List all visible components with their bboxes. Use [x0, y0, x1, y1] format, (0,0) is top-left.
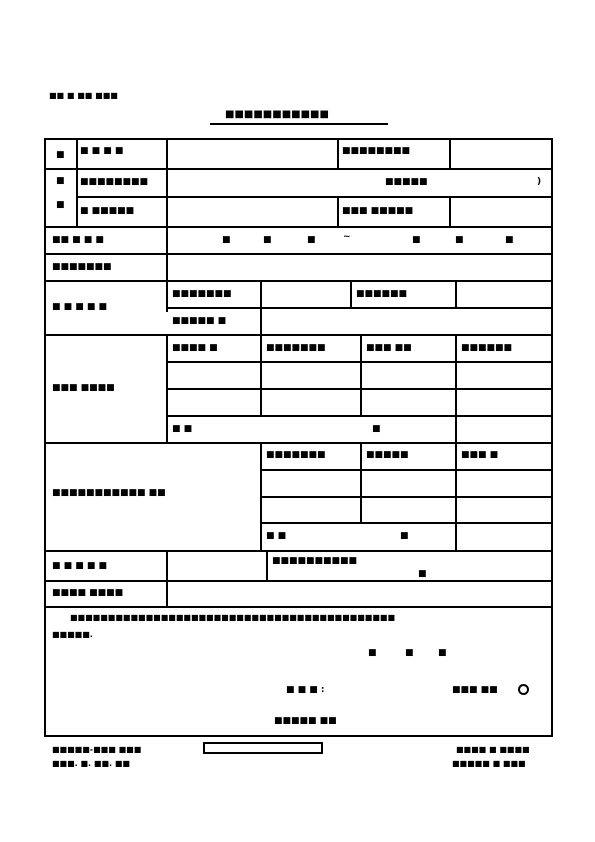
income-total-value: ■ — [372, 424, 381, 434]
declaration-day: ■ — [438, 648, 447, 658]
support-total-label: ■ ■ — [266, 531, 287, 541]
mobile-field[interactable] — [453, 200, 549, 224]
seal-stamp-icon — [518, 684, 529, 695]
relation-label: ■■■■■■■ — [52, 262, 112, 272]
phone-label: ■ ■■■■■ — [80, 206, 135, 216]
declaration-year: ■ — [368, 648, 377, 658]
income-col2-header: ■■■■■■■ — [266, 343, 326, 353]
sign-suffix: ■■■ ■■ — [452, 685, 498, 695]
support-col3-header: ■■■ ■ — [461, 450, 499, 460]
deposit-label: ■ ■ ■ ■ ■ — [52, 561, 108, 571]
name-field[interactable] — [170, 142, 334, 166]
declaration-month: ■ — [405, 648, 414, 658]
deposit-right-label: ■■■■■■■■■■ — [272, 556, 358, 566]
title-underline — [210, 123, 388, 125]
workplace-name-label: ■■■■■■■ — [172, 289, 232, 299]
income-col4-header: ■■■■■■ — [461, 343, 513, 353]
address-suffix: ■■■■■ — [385, 177, 428, 187]
workplace-address-label: ■■■■■ ■ — [172, 316, 227, 326]
address-field[interactable] — [170, 172, 550, 194]
mobile-label: ■■■ ■■■■■ — [342, 206, 414, 216]
declaration-text: ■■■■■■■■■■■■■■■■■■■■■■■■■■■■■■■■■■■■■■■■■■■ — [70, 613, 396, 622]
signer-name-field[interactable] — [340, 680, 440, 698]
period-separator: ~ — [343, 232, 351, 242]
relation-field[interactable] — [170, 257, 550, 278]
workplace-label: ■ ■ ■ ■ ■ — [52, 302, 108, 312]
support-label: ■■■■■■■■■■■ ■■ — [52, 488, 166, 498]
applicant-section-label-1: ■ — [56, 150, 65, 160]
period-from-month: ■ — [263, 235, 272, 245]
applicant-section-label-2: ■ — [56, 176, 65, 186]
deposit-field[interactable] — [170, 554, 264, 578]
income-total-label: ■ ■ — [172, 424, 193, 434]
document-title: ■■■■■■■■■■■ — [225, 109, 329, 120]
support-total-value: ■ — [400, 531, 409, 541]
period-to-day: ■ — [505, 235, 514, 245]
deposit-right-label-2: ■ — [418, 569, 427, 579]
workplace-name-field[interactable] — [264, 284, 348, 305]
form-number-label: ■■ ■ ■■ ■■■ — [49, 91, 118, 100]
name-label: ■ ■ ■ ■ — [80, 146, 124, 156]
footer-box — [203, 742, 323, 754]
income-col1-header: ■■■■ ■ — [172, 343, 218, 353]
phone-field[interactable] — [170, 200, 334, 224]
income-label: ■■■ ■■■■ — [52, 383, 115, 393]
income-col3-header: ■■■ ■■ — [366, 343, 412, 353]
recipient-label: ■■■■■ ■■ — [274, 716, 337, 726]
footer-code-2: ■■■. ■. ■■. ■■ — [52, 759, 130, 768]
address-label: ■■■■■■■■ — [80, 177, 149, 187]
applicant-section-label-3: ■ — [56, 200, 65, 210]
workplace-reg-field[interactable] — [459, 284, 549, 305]
period-to-year: ■ — [412, 235, 421, 245]
period-label: ■■ ■ ■ ■ — [52, 235, 104, 245]
id-number-field[interactable] — [453, 142, 549, 166]
footer-right-2: ■■■■■ ■ ■■■ — [452, 759, 526, 768]
support-col2-header: ■■■■■ — [366, 450, 409, 460]
support-col1-header: ■■■■■■■ — [266, 450, 326, 460]
id-number-label: ■■■■■■■■ — [342, 146, 411, 156]
workplace-address-field[interactable] — [264, 311, 550, 332]
period-from-year: ■ — [222, 235, 231, 245]
footer-right-1: ■■■■ ■ ■■■■ — [456, 745, 530, 754]
declaration-text-2: ■■■■■. — [52, 630, 93, 639]
workplace-reg-label: ■■■■■■ — [356, 289, 408, 299]
signer-label: ■ ■ ■ : — [286, 685, 325, 695]
remarks-field[interactable] — [170, 583, 550, 604]
address-bracket: ) — [537, 177, 542, 187]
remarks-label: ■■■■ ■■■■ — [52, 588, 124, 598]
footer-code-1: ■■■■■-■■■ ■■■ — [52, 745, 142, 754]
period-to-month: ■ — [455, 235, 464, 245]
period-from-day: ■ — [307, 235, 316, 245]
